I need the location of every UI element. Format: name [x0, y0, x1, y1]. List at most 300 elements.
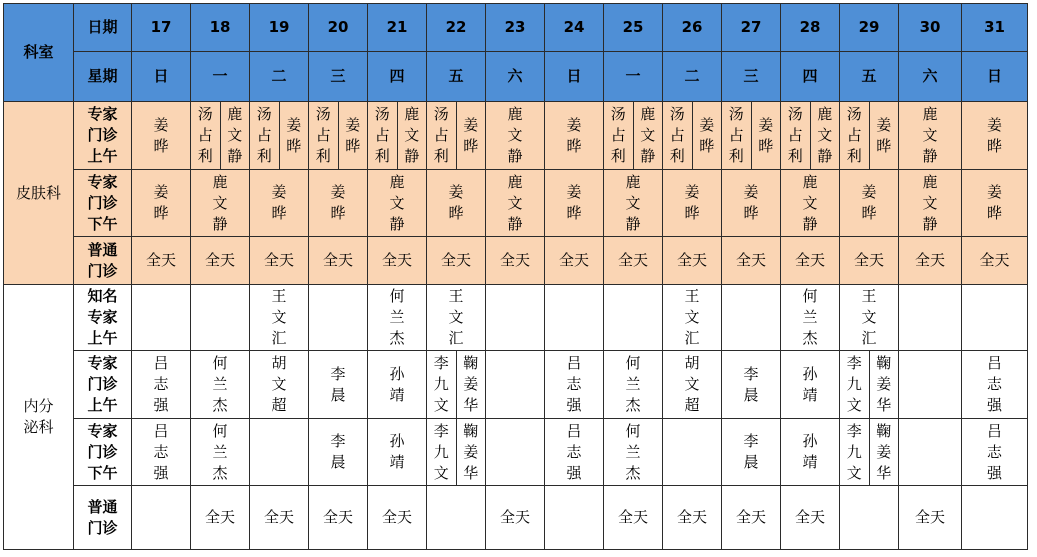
- doctor-name: [611, 104, 626, 167]
- char: 吕: [986, 354, 1002, 372]
- schedule-cell: [132, 351, 191, 419]
- doctor-name: [987, 182, 1002, 224]
- char: 李: [743, 432, 759, 450]
- char: 利: [846, 147, 862, 165]
- char: 姜: [345, 115, 361, 134]
- doctor-name: [463, 353, 478, 416]
- char: 鹿: [507, 105, 523, 123]
- doctor-slot: [427, 102, 456, 169]
- char: 杰: [212, 463, 228, 482]
- doctor-name: [876, 421, 891, 484]
- schedule-cell: [486, 285, 545, 351]
- all-day-label: 全天: [853, 251, 884, 269]
- schedule-cell: [781, 237, 840, 285]
- session-label-line: 门诊: [87, 261, 118, 280]
- dept-column-header: 科室: [4, 4, 74, 102]
- char: 姜: [153, 183, 169, 201]
- schedule-cell: [840, 170, 899, 237]
- char: 吕: [153, 354, 169, 372]
- all-day-label: 全天: [617, 508, 648, 526]
- doctor-name: [507, 104, 522, 167]
- char: 兰: [389, 308, 405, 326]
- char: 晔: [463, 136, 479, 155]
- char: 汤: [433, 105, 449, 123]
- schedule-cell: [545, 419, 604, 486]
- schedule-cell: [309, 351, 368, 419]
- char: 姜: [463, 115, 479, 134]
- doctor-name: [625, 421, 640, 484]
- char: 利: [256, 147, 272, 165]
- char: 静: [922, 147, 938, 165]
- doctor-slot: [604, 102, 633, 169]
- schedule-cell: [722, 237, 781, 285]
- all-day-label: 全天: [145, 251, 176, 269]
- schedule-cell: [368, 237, 427, 285]
- char: 静: [404, 147, 420, 165]
- schedule-cell: [962, 419, 1028, 486]
- doctor-pair: [663, 102, 721, 169]
- session-label-line: 门诊: [87, 375, 118, 393]
- weekday-cell: 五: [427, 52, 486, 102]
- char: 姜: [876, 375, 892, 393]
- doctor-name: [847, 353, 862, 416]
- char: 九: [433, 442, 449, 461]
- char: 孙: [802, 364, 818, 383]
- char: 晔: [876, 136, 892, 155]
- date-cell: 21: [368, 4, 427, 52]
- doctor-pair: [368, 102, 426, 169]
- session-label: [74, 419, 132, 486]
- doctor-name: [212, 421, 227, 484]
- char: 占: [374, 126, 390, 144]
- char: 志: [153, 375, 169, 393]
- doctor-name: [987, 421, 1002, 484]
- date-cell: 20: [309, 4, 368, 52]
- header-weekday-row: [4, 52, 1028, 102]
- all-day-label: 全天: [263, 508, 294, 526]
- char: 占: [846, 126, 862, 144]
- doctor-name: [987, 353, 1002, 416]
- char: 志: [566, 442, 582, 461]
- session-label: [74, 102, 132, 170]
- char: 孙: [389, 364, 405, 383]
- char: 志: [986, 442, 1002, 461]
- char: 文: [684, 308, 700, 326]
- schedule-cell: [722, 486, 781, 550]
- all-day-label: 全天: [204, 251, 235, 269]
- char: 鹿: [404, 105, 420, 123]
- char: 静: [212, 214, 228, 233]
- doctor-slot: [427, 419, 456, 485]
- weekday-cell: 日: [962, 52, 1028, 102]
- doctor-name: [212, 353, 227, 416]
- session-label: [74, 237, 132, 285]
- schedule-row: [4, 170, 1028, 237]
- doctor-name: [153, 115, 168, 157]
- weekday-cell: 二: [663, 52, 722, 102]
- doctor-name: [743, 182, 758, 224]
- session-label-line: 门诊: [87, 442, 118, 461]
- dept-line: 泌科: [23, 418, 54, 436]
- char: 文: [227, 126, 243, 144]
- char: 文: [640, 126, 656, 144]
- schedule-cell: [899, 170, 962, 237]
- weekday-label: 星期: [74, 52, 132, 102]
- schedule-cell: [191, 170, 250, 237]
- char: 利: [787, 147, 803, 165]
- schedule-cell: [781, 486, 840, 550]
- schedule-row: [4, 102, 1028, 170]
- all-day-label: 全天: [914, 251, 945, 269]
- schedule-cell: [309, 237, 368, 285]
- char: 占: [787, 126, 803, 144]
- all-day-label: 全天: [381, 251, 412, 269]
- char: 汤: [315, 105, 331, 123]
- char: 姜: [286, 115, 302, 134]
- schedule-cell: [191, 419, 250, 486]
- schedule-cell: [309, 486, 368, 550]
- char: 占: [728, 126, 744, 144]
- doctor-name: [566, 182, 581, 224]
- doctor-slot: [309, 102, 338, 169]
- char: 静: [817, 147, 833, 165]
- schedule-cell: [899, 102, 962, 170]
- doctor-slot: [368, 102, 397, 169]
- doctor-slot: [397, 102, 427, 169]
- schedule-cell: [191, 285, 250, 351]
- doctor-slot: [191, 102, 220, 169]
- session-label-line: 上午: [87, 147, 118, 165]
- char: 九: [846, 375, 862, 393]
- department-name: 皮肤科: [4, 102, 74, 285]
- char: 晨: [743, 453, 759, 471]
- char: 文: [433, 396, 449, 414]
- char: 孙: [389, 432, 405, 450]
- all-day-label: 全天: [381, 508, 412, 526]
- doctor-name: [153, 353, 168, 416]
- char: 文: [271, 308, 287, 326]
- char: 兰: [212, 375, 228, 393]
- doctor-name: [463, 115, 478, 157]
- schedule-cell: [486, 351, 545, 419]
- all-day-label: 全天: [322, 508, 353, 526]
- schedule-cell: [663, 486, 722, 550]
- doctor-name: [758, 115, 773, 157]
- doctor-name: [802, 172, 817, 235]
- schedule-cell: [899, 237, 962, 285]
- doctor-name: [922, 172, 937, 235]
- doctor-name: [330, 182, 345, 224]
- char: 华: [876, 463, 892, 482]
- char: 鹿: [212, 172, 228, 191]
- doctor-pair: [309, 102, 367, 169]
- schedule-cell: [486, 486, 545, 550]
- char: 兰: [625, 442, 641, 461]
- schedule-cell: [250, 419, 309, 486]
- schedule-row: [4, 285, 1028, 351]
- doctor-name: [640, 104, 655, 167]
- schedule-cell: [663, 419, 722, 486]
- header-date-row: [4, 4, 1028, 52]
- schedule-cell: [427, 285, 486, 351]
- schedule-cell: [132, 237, 191, 285]
- schedule-cell: [962, 237, 1028, 285]
- schedule-cell: [962, 102, 1028, 170]
- schedule-cell: [722, 351, 781, 419]
- char: 强: [566, 396, 582, 414]
- doctor-pair: [250, 102, 308, 169]
- all-day-label: 全天: [735, 251, 766, 269]
- session-label: [74, 285, 132, 351]
- char: 何: [389, 287, 405, 305]
- char: 利: [728, 147, 744, 165]
- schedule-cell: [962, 170, 1028, 237]
- schedule-cell: [604, 285, 663, 351]
- doctor-name: [847, 104, 862, 167]
- all-day-label: 全天: [676, 508, 707, 526]
- doctor-pair: [722, 102, 780, 169]
- schedule-cell: [663, 102, 722, 170]
- date-cell: 25: [604, 4, 663, 52]
- char: 汇: [271, 329, 287, 347]
- char: 文: [507, 126, 523, 144]
- char: 文: [507, 193, 523, 212]
- schedule-cell: [604, 237, 663, 285]
- char: 何: [212, 354, 228, 372]
- schedule-cell: [840, 285, 899, 351]
- doctor-name: [684, 286, 699, 349]
- char: 姜: [876, 442, 892, 461]
- char: 静: [227, 147, 243, 165]
- schedule-cell: [899, 486, 962, 550]
- char: 姜: [448, 183, 464, 201]
- char: 华: [876, 396, 892, 414]
- session-label-line: 门诊: [87, 126, 118, 144]
- char: 何: [802, 287, 818, 305]
- schedule-cell: [486, 102, 545, 170]
- char: 姜: [684, 183, 700, 201]
- char: 静: [389, 214, 405, 233]
- schedule-cell: [368, 351, 427, 419]
- char: 文: [846, 463, 862, 482]
- char: 王: [684, 287, 700, 305]
- schedule-cell: [962, 486, 1028, 550]
- doctor-name: [434, 421, 449, 484]
- char: 胡: [684, 354, 700, 372]
- schedule-cell: [781, 285, 840, 351]
- char: 姜: [566, 115, 582, 134]
- doctor-name: [802, 286, 817, 349]
- session-label: [74, 170, 132, 237]
- schedule-row: [4, 419, 1028, 486]
- doctor-slot: [338, 102, 368, 169]
- char: 杰: [802, 329, 818, 347]
- schedule-cell: [663, 237, 722, 285]
- char: 杰: [625, 463, 641, 482]
- schedule-cell: [722, 170, 781, 237]
- session-label-line: 下午: [87, 463, 118, 482]
- schedule-cell: [132, 486, 191, 550]
- char: 姜: [566, 183, 582, 201]
- doctor-name: [434, 353, 449, 416]
- schedule-cell: [663, 170, 722, 237]
- char: 鹿: [625, 172, 641, 191]
- schedule-cell: [781, 102, 840, 170]
- char: 李: [846, 421, 862, 440]
- doctor-name: [922, 104, 937, 167]
- char: 强: [153, 396, 169, 414]
- schedule-cell: [309, 170, 368, 237]
- schedule-cell: [132, 285, 191, 351]
- schedule-row: [4, 237, 1028, 285]
- schedule-cell: [840, 351, 899, 419]
- char: 占: [315, 126, 331, 144]
- all-day-label: 全天: [558, 251, 589, 269]
- doctor-name: [729, 104, 744, 167]
- doctor-name: [788, 104, 803, 167]
- weekday-cell: 五: [840, 52, 899, 102]
- char: 志: [986, 375, 1002, 393]
- all-day-label: 全天: [440, 251, 471, 269]
- schedule-cell: [191, 486, 250, 550]
- doctor-name: [566, 421, 581, 484]
- doctor-name: [861, 182, 876, 224]
- char: 鞠: [876, 354, 892, 372]
- date-cell: 29: [840, 4, 899, 52]
- char: 文: [846, 396, 862, 414]
- char: 文: [389, 193, 405, 212]
- session-label-line: 上午: [87, 329, 118, 347]
- char: 汇: [684, 329, 700, 347]
- char: 文: [404, 126, 420, 144]
- char: 汤: [374, 105, 390, 123]
- char: 杰: [212, 396, 228, 414]
- schedule-cell: [545, 170, 604, 237]
- session-label-line: 普通: [87, 497, 118, 516]
- schedule-cell: [604, 102, 663, 170]
- doctor-name: [670, 104, 685, 167]
- date-cell: 31: [962, 4, 1028, 52]
- char: 华: [463, 463, 479, 482]
- schedule-cell: [250, 285, 309, 351]
- char: 鹿: [922, 105, 938, 123]
- doctor-name: [802, 431, 817, 473]
- session-label-line: 知名: [87, 287, 118, 305]
- char: 文: [271, 375, 287, 393]
- schedule-cell: [545, 102, 604, 170]
- char: 吕: [566, 354, 582, 372]
- doctor-name: [625, 172, 640, 235]
- date-cell: 19: [250, 4, 309, 52]
- weekday-cell: 一: [604, 52, 663, 102]
- char: 利: [197, 147, 213, 165]
- schedule-cell: [486, 237, 545, 285]
- schedule-cell: [663, 285, 722, 351]
- char: 静: [640, 147, 656, 165]
- date-cell: 18: [191, 4, 250, 52]
- char: 文: [212, 193, 228, 212]
- doctor-pair: [191, 102, 249, 169]
- weekday-cell: 六: [486, 52, 545, 102]
- char: 鹿: [922, 172, 938, 191]
- session-label-line: 下午: [87, 214, 118, 233]
- schedule-cell: [368, 285, 427, 351]
- char: 文: [861, 308, 877, 326]
- char: 靖: [389, 385, 405, 404]
- schedule-cell: [962, 351, 1028, 419]
- schedule-cell: [545, 486, 604, 550]
- date-cell: 23: [486, 4, 545, 52]
- doctor-name: [271, 182, 286, 224]
- char: 鹿: [227, 105, 243, 123]
- schedule-cell: [191, 102, 250, 170]
- doctor-slot: [840, 102, 869, 169]
- char: 晔: [986, 136, 1002, 155]
- char: 鹿: [802, 172, 818, 191]
- doctor-slot: [250, 102, 279, 169]
- char: 文: [433, 463, 449, 482]
- char: 晔: [566, 136, 582, 155]
- schedule-row: [4, 351, 1028, 419]
- schedule-cell: [427, 486, 486, 550]
- schedule-cell: [250, 486, 309, 550]
- date-cell: 24: [545, 4, 604, 52]
- schedule-body: [4, 4, 1028, 550]
- char: 姜: [271, 183, 287, 201]
- char: 九: [433, 375, 449, 393]
- char: 汤: [787, 105, 803, 123]
- date-cell: 30: [899, 4, 962, 52]
- doctor-slot: [810, 102, 840, 169]
- doctor-name: [448, 286, 463, 349]
- doctor-name: [817, 104, 832, 167]
- schedule-cell: [486, 419, 545, 486]
- doctor-slot: [279, 102, 309, 169]
- doctor-pair: [840, 351, 898, 418]
- doctor-slot: [220, 102, 250, 169]
- char: 姜: [743, 183, 759, 201]
- char: 何: [625, 354, 641, 372]
- char: 文: [817, 126, 833, 144]
- weekday-cell: 日: [545, 52, 604, 102]
- doctor-name: [463, 421, 478, 484]
- char: 靖: [802, 385, 818, 404]
- char: 汤: [256, 105, 272, 123]
- all-day-label: 全天: [263, 251, 294, 269]
- doctor-name: [743, 431, 758, 473]
- char: 鹿: [507, 172, 523, 191]
- all-day-label: 全天: [794, 251, 825, 269]
- schedule-cell: [250, 170, 309, 237]
- char: 文: [684, 375, 700, 393]
- schedule-cell: [899, 285, 962, 351]
- char: 汤: [197, 105, 213, 123]
- date-label: 日期: [74, 4, 132, 52]
- char: 鞠: [463, 421, 479, 440]
- doctor-name: [876, 115, 891, 157]
- session-label-line: 专家: [87, 308, 118, 326]
- char: 靖: [802, 453, 818, 471]
- schedule-cell: [368, 102, 427, 170]
- doctor-name: [330, 364, 345, 406]
- all-day-label: 全天: [676, 251, 707, 269]
- schedule-cell: [722, 419, 781, 486]
- schedule-cell: [604, 486, 663, 550]
- char: 利: [669, 147, 685, 165]
- session-label-line: 专家: [87, 354, 118, 372]
- doctor-name: [286, 115, 301, 157]
- char: 文: [802, 193, 818, 212]
